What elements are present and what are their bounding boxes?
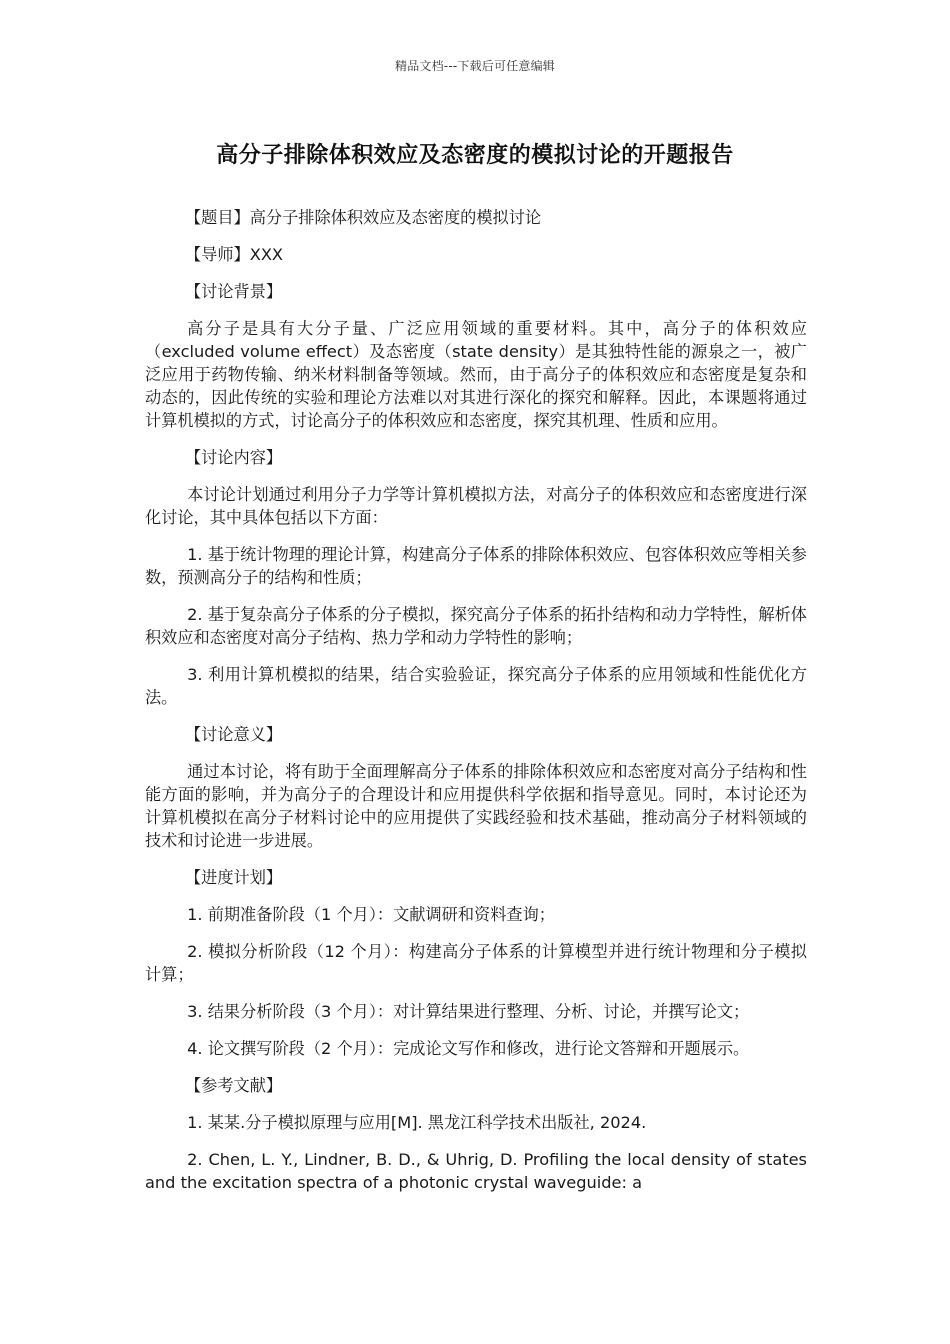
page-title: 高分子排除体积效应及态密度的模拟讨论的开题报告 <box>216 143 734 168</box>
advisor-line: 【导师】XXX <box>185 245 284 264</box>
references-heading: 【参考文献】 <box>185 1076 283 1095</box>
schedule-item-3: 3. 结果分析阶段（3 个月）：对计算结果进行整理、分析、讨论，并撰写论文； <box>187 1002 750 1021</box>
schedule-item-1: 1. 前期准备阶段（1 个月）：文献调研和资料查询； <box>187 905 555 924</box>
background-heading: 【讨论背景】 <box>185 282 283 301</box>
document-body <box>145 206 807 1208</box>
significance-paragraph: 通过本讨论，将有助于全面理解高分子体系的排除体积效应和态密度对高分子结构和性能方面的影响，并为高分子的合理设计和应用提供科学依据和指导意见。同时，本讨论还为计算机模拟在高分子材料讨论中的应用提供了实践经验和技术基础，推动高分子材料领域的技术和讨论进一步进展。 <box>145 762 807 850</box>
content-heading: 【讨论内容】 <box>185 448 283 467</box>
content-item-1: 1. 基于统计物理的理论计算，构建高分子体系的排除体积效应、包容体积效应等相关参数，预测高分子的结构和性质； <box>145 545 807 587</box>
reference-item-1: 1. 某某.分子模拟原理与应用[M]. 黑龙江科学技术出版社, 2024. <box>187 1113 647 1132</box>
content-intro-paragraph: 本讨论计划通过利用分子力学等计算机模拟方法，对高分子的体积效应和态密度进行深化讨论，其中具体包括以下方面： <box>145 485 807 527</box>
topic-line: 【题目】高分子排除体积效应及态密度的模拟讨论 <box>185 208 542 227</box>
background-paragraph: 高分子是具有大分子量、广泛应用领域的重要材料。其中，高分子的体积效应（excluded volume effect）及态密度（state density）是其独特性能的源泉之一，被广泛应用于药物传输、纳米材料制备等领域。然而，由于高分子的体积效应和态密度是复杂和动态的，因此传统的实验和理论方法难以对其进行深化的探究和解释。因此，本课题将通过计算机模拟的方式，讨论高分子的体积效应和态密度，探究其机理、性质和应用。 <box>145 319 807 430</box>
content-item-3: 3. 利用计算机模拟的结果，结合实验验证，探究高分子体系的应用领域和性能优化方法。 <box>145 665 807 707</box>
reference-item-2: 2. Chen, L. Y., Lindner, B. D., & Uhrig, D. Profiling the local density of states and the excitation spectra of a photonic crystal waveguide: a <box>145 1150 807 1192</box>
schedule-item-2: 2. 模拟分析阶段（12 个月）：构建高分子体系的计算模型并进行统计物理和分子模拟计算； <box>145 942 807 984</box>
schedule-item-4: 4. 论文撰写阶段（2 个月）：完成论文写作和修改，进行论文答辩和开题展示。 <box>187 1039 750 1058</box>
schedule-heading: 【进度计划】 <box>185 868 283 887</box>
header-note: 精品文档---下载后可任意编辑 <box>395 59 555 73</box>
content-item-2: 2. 基于复杂高分子体系的分子模拟，探究高分子体系的拓扑结构和动力学特性，解析体积效应和态密度对高分子结构、热力学和动力学特性的影响； <box>145 605 807 647</box>
significance-heading: 【讨论意义】 <box>185 725 283 744</box>
